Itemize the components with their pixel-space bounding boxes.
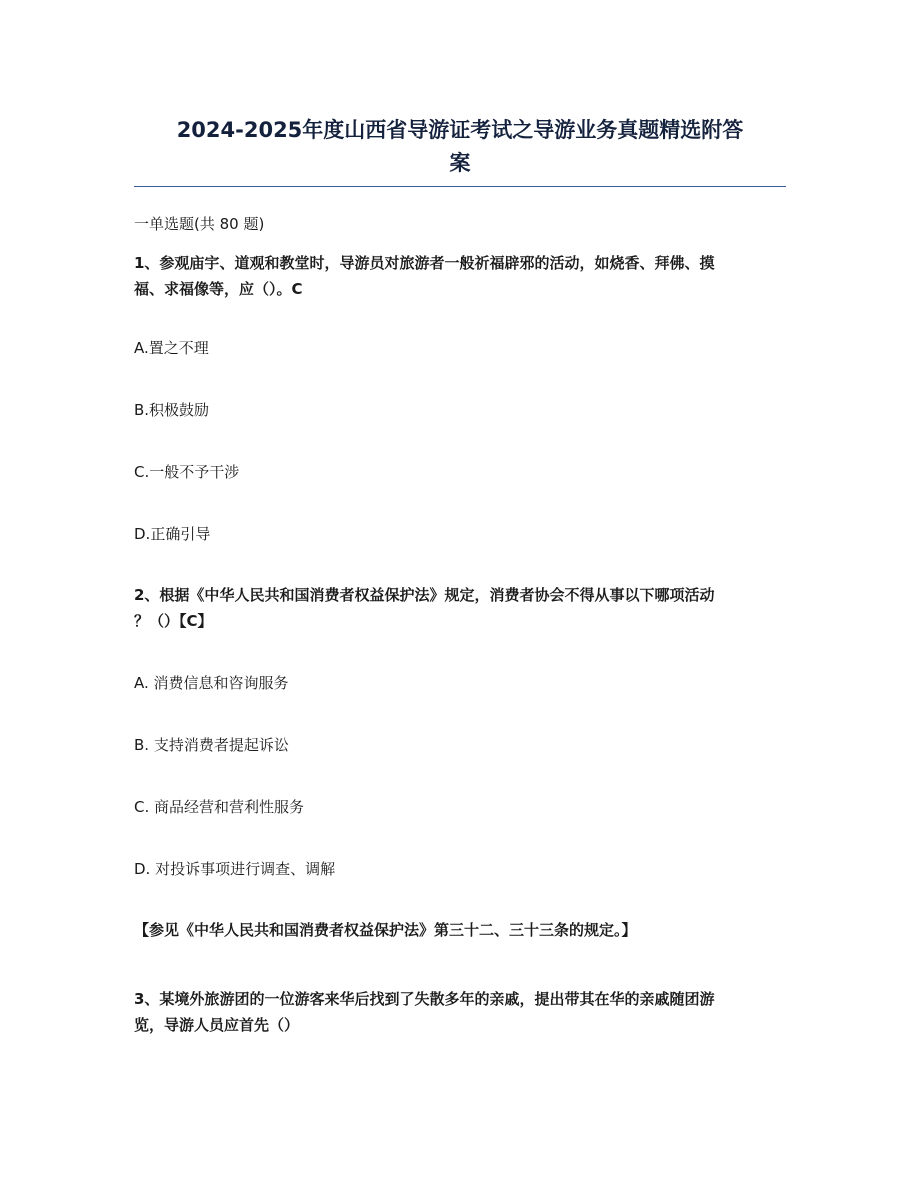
section-heading: 一单选题(共 80 题) <box>134 215 265 233</box>
question-2-stem-line-1: 2、根据《中华人民共和国消费者权益保护法》规定，消费者协会不得从事以下哪项活动 <box>134 586 715 604</box>
question-1-option-b: B.积极鼓励 <box>134 401 210 419</box>
question-1-option-a: A.置之不理 <box>134 339 209 357</box>
title-line-2: 案 <box>449 151 471 175</box>
question-2-option-d: D. 对投诉事项进行调查、调解 <box>134 860 336 878</box>
question-2-option-a: A. 消费信息和咨询服务 <box>134 674 289 692</box>
question-1-stem-line-1: 1、参观庙宇、道观和教堂时，导游员对旅游者一般祈福辟邪的活动，如烧香、拜佛、摸 <box>134 254 715 272</box>
document-title <box>120 114 800 180</box>
question-3-stem-line-1: 3、某境外旅游团的一位游客来华后找到了失散多年的亲戚，提出带其在华的亲戚随团游 <box>134 990 715 1008</box>
title-line-1: 2024-2025年度山西省导游证考试之导游业务真题精选附答 <box>176 118 744 142</box>
question-2-option-b: B. 支持消费者提起诉讼 <box>134 736 289 754</box>
question-1-option-d: D.正确引导 <box>134 525 211 543</box>
question-1-stem-line-2: 福、求福像等，应（）。C <box>134 280 303 298</box>
title-divider <box>134 186 786 187</box>
question-3-stem-line-2: 览，导游人员应首先（） <box>134 1016 300 1034</box>
question-2-stem-line-2: ？（）【C】 <box>134 612 213 630</box>
question-2-option-c: C. 商品经营和营利性服务 <box>134 798 305 816</box>
question-2-explanation: 【参见《中华人民共和国消费者权益保护法》第三十二、三十三条的规定。】 <box>134 921 637 939</box>
question-1-option-c: C.一般不予干涉 <box>134 463 240 481</box>
